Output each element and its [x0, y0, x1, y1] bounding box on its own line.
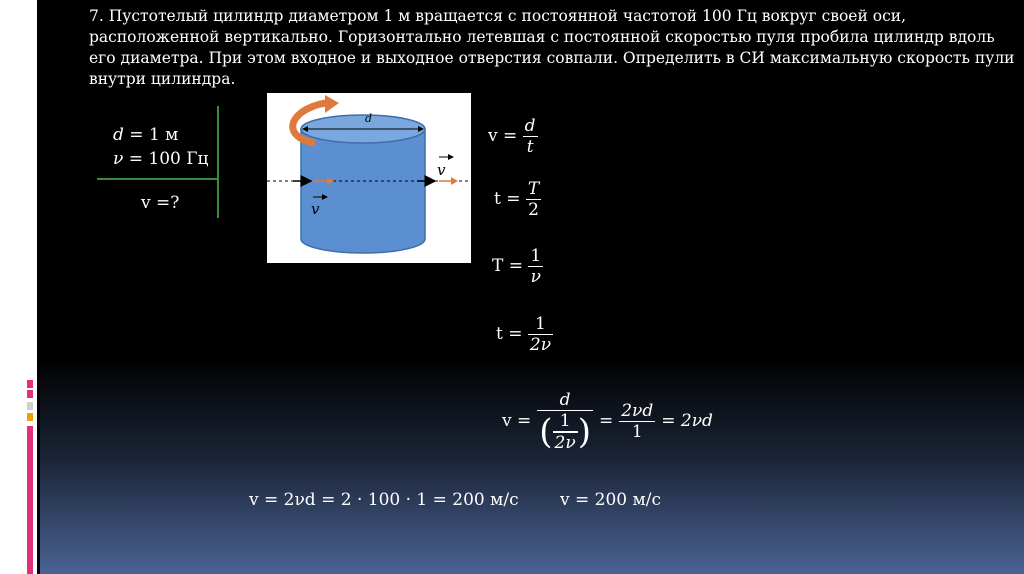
formula-t-1-2nu [496, 314, 553, 355]
formula-final-computation: v = 2νd = 2 · 100 · 1 = 200 м/с [249, 490, 519, 510]
given-divider-horizontal [97, 178, 218, 180]
fraction-numerator: 1 [530, 246, 542, 266]
decor-left-edge [37, 0, 40, 574]
fraction-numerator: d [559, 390, 571, 410]
fraction-denominator: t [526, 137, 534, 158]
problem-statement: 7. Пустотелый цилиндр диаметром 1 м вращается с постоянной частотой 100 Гц вокруг своей оси, расположенной вертикально. Горизонтально летевшая с постоянной скоростью пуля пробила цилиндр вдоль его диаметра. При этом входное и выходное отверстия совпали. Определить в СИ максимальную скорость пули внутри цилиндра. [89, 7, 1015, 88]
formula-v-derivation [502, 390, 713, 453]
fraction-inner [553, 411, 578, 452]
slide [40, 0, 1024, 574]
fraction-denominator: ν [530, 267, 541, 288]
diameter-label: d [365, 112, 373, 125]
cylinder-figure [267, 93, 471, 263]
given-nu-value: = 100 Гц [128, 149, 209, 169]
fraction-denominator: 2ν [529, 335, 552, 356]
fraction [526, 179, 541, 220]
formula-T-1-nu [492, 246, 543, 287]
fraction-numerator: T [527, 179, 540, 199]
formula-lhs: t = [494, 189, 521, 210]
fraction-numerator: 2νd [621, 400, 654, 421]
formula-t-T-2 [494, 179, 541, 220]
cylinder-illustration [267, 93, 471, 263]
velocity-label-left: v [311, 200, 320, 218]
fraction-denominator: 1 [631, 422, 643, 443]
final-answer: v = 200 м/с [560, 490, 661, 510]
given-nu-symbol: ν [113, 149, 124, 169]
given-nu [113, 146, 208, 172]
fraction [619, 401, 655, 442]
given-d-value: = 1 м [129, 125, 179, 145]
formula-lhs: t = [496, 324, 523, 345]
fraction-compound: d ( $\frac{1}{2\nu}$ ) [539, 390, 591, 453]
formula-lhs: v = [502, 411, 532, 432]
equals-sign: = [598, 411, 614, 432]
formula-lhs: T = [492, 256, 523, 277]
find-v: v =? [141, 193, 180, 213]
fraction-numerator: 1 [535, 314, 546, 334]
fraction-numerator: d [524, 116, 536, 136]
fraction-denominator: 2ν [554, 432, 576, 453]
given-divider-vertical [217, 106, 219, 218]
given-d-symbol: d [113, 125, 124, 145]
formula-result: = 2νd [661, 411, 713, 432]
fraction-denominator: 2 [528, 200, 539, 221]
fraction [528, 314, 553, 355]
fraction [523, 116, 538, 157]
velocity-label-right: v [437, 161, 446, 179]
decor-left-stripe [27, 380, 33, 574]
formula-lhs: v = [488, 126, 518, 147]
fraction [528, 246, 543, 287]
fraction-numerator: 1 [559, 411, 571, 432]
given-d [113, 122, 178, 148]
formula-v-d-t [488, 116, 538, 157]
